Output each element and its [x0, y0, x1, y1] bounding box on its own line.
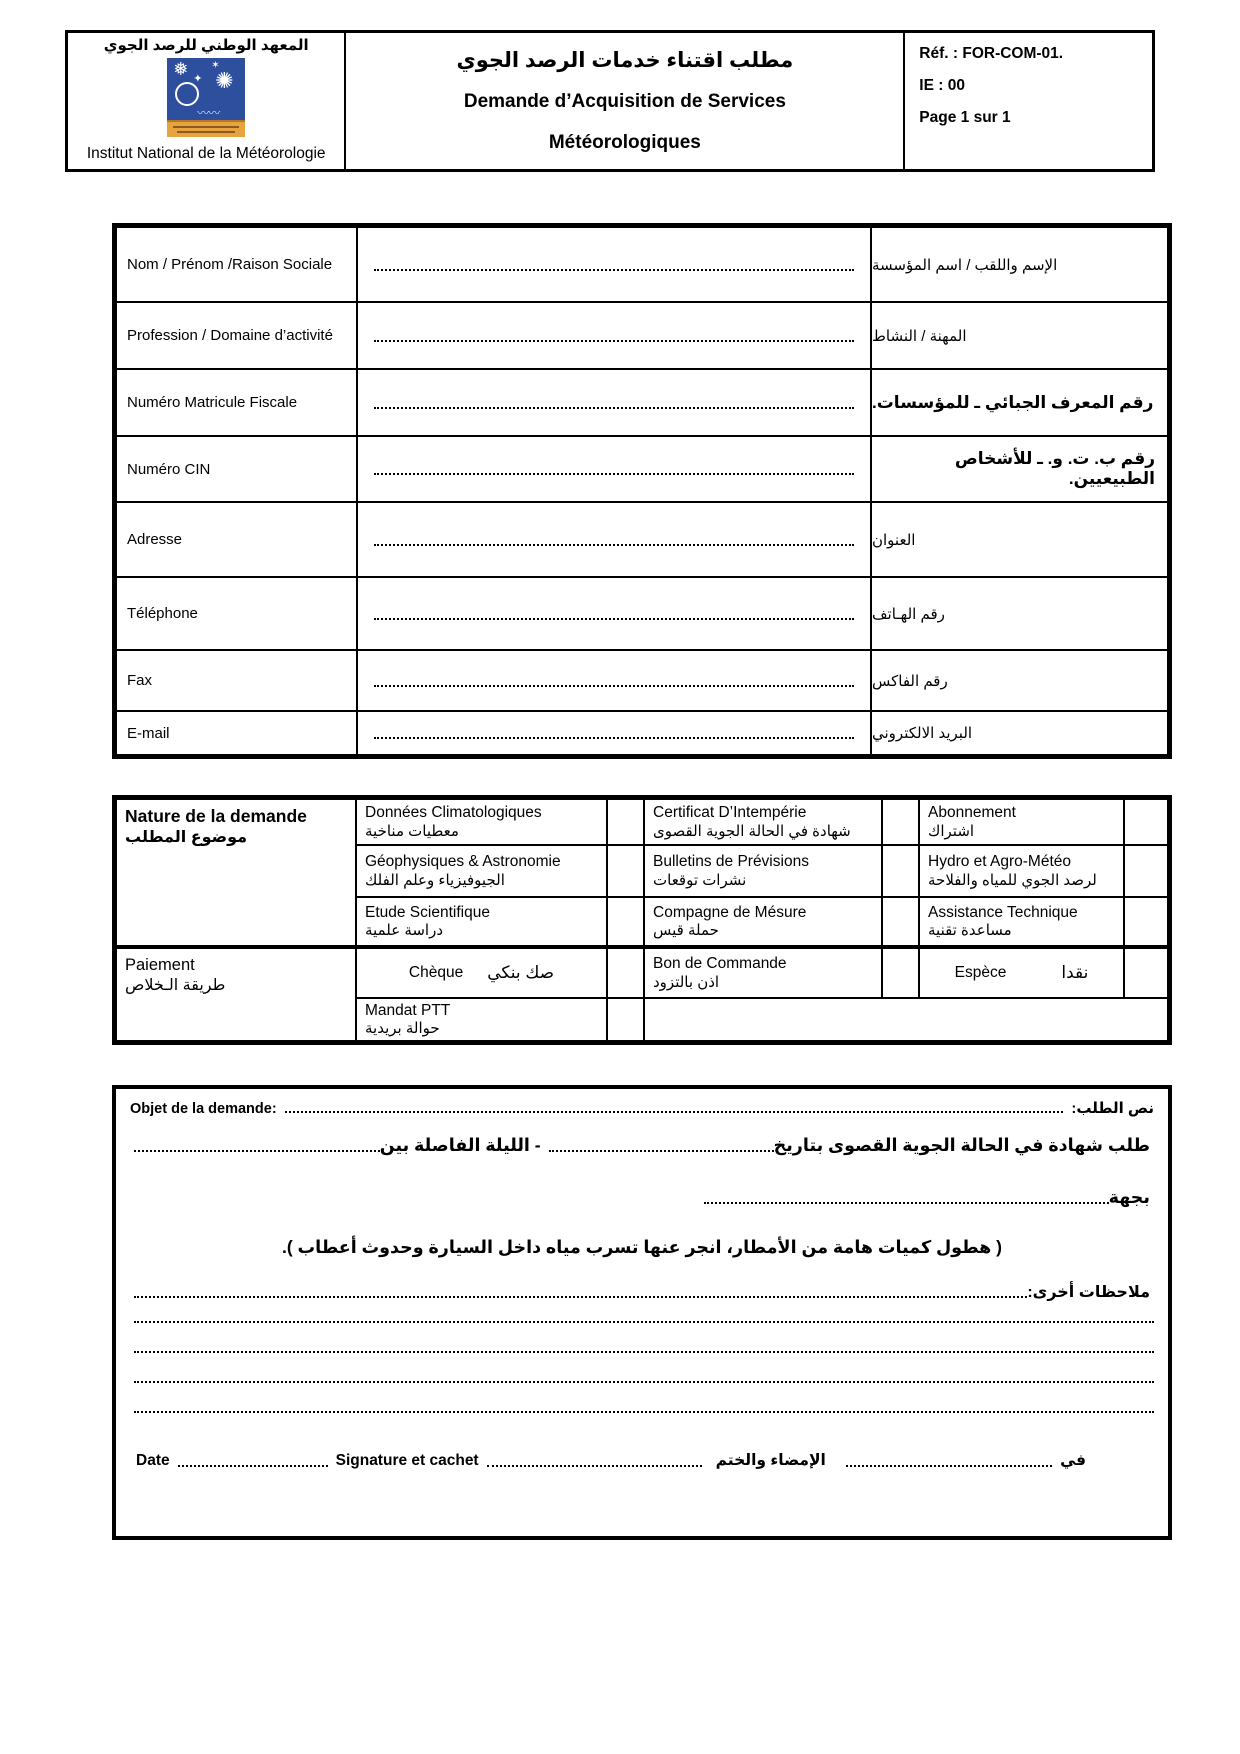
form-title-arabic: مطلب اقتناء خدمات الرصد الجوي	[456, 49, 794, 73]
label-profession: Profession / Domaine d’activité	[116, 302, 357, 369]
inm-logo	[167, 58, 245, 138]
fill-line[interactable]	[134, 1150, 380, 1152]
region-label-ar: بجهة	[1108, 1187, 1150, 1207]
label-cin-ar: رقم ب. ت. و. ـ للأشخاص الطبيعيين.	[871, 436, 1168, 502]
date-fill-line[interactable]	[178, 1465, 328, 1467]
fill-line[interactable]	[285, 1111, 1064, 1113]
star-icon: ✦	[193, 73, 203, 85]
field-matricule[interactable]	[357, 369, 871, 436]
checkbox-certificat[interactable]	[882, 799, 919, 845]
signature-label-ar: الإمضاء والختم	[715, 1452, 826, 1469]
empty-cell	[644, 998, 1168, 1041]
checkbox-bon-commande[interactable]	[882, 946, 919, 998]
objet-label-ar: نص الطلب:	[1071, 1100, 1154, 1117]
field-email[interactable]	[357, 711, 871, 755]
paiement-header-fr: Paiement	[125, 956, 195, 974]
option-geophysique: Géophysiques & Astronomie الجيوفيزياء وعلم الفلك	[356, 845, 607, 897]
star-icon: ✶	[211, 60, 220, 71]
checkbox-abonnement[interactable]	[1124, 799, 1168, 845]
region-line	[116, 1187, 1168, 1208]
label-email-ar: البريد الالكتروني	[871, 711, 1168, 755]
snowflake-icon: ❅	[173, 59, 189, 79]
option-bulletins: Bulletins de Prévisions نشرات توقعات	[644, 845, 882, 897]
checkbox-compagne[interactable]	[882, 897, 919, 946]
objet-label-line	[116, 1099, 1168, 1117]
nature-header-cell	[116, 799, 356, 946]
option-etude: Etude Scientifique دراسة علمية	[356, 897, 607, 946]
label-telephone-ar: رقم الهـاتف	[871, 577, 1168, 650]
checkbox-geophysique[interactable]	[607, 845, 644, 897]
option-espece: Espèce نقدا	[919, 946, 1124, 998]
reference-cell	[905, 33, 1152, 169]
reference-number: Réf. : FOR-COM-01.	[919, 45, 1064, 62]
title-cell	[346, 33, 905, 169]
at-label-ar: في	[1060, 1452, 1086, 1469]
option-hydro: Hydro et Agro-Météo لرصد الجوي للمياه والفلاحة	[919, 845, 1124, 897]
fill-line[interactable]	[704, 1202, 1109, 1204]
label-fax-ar: رقم الفاكس	[871, 650, 1168, 711]
option-cheque: Chèque صك بنكي	[356, 946, 607, 998]
checkbox-espece[interactable]	[1124, 946, 1168, 998]
fill-line[interactable]	[374, 269, 854, 271]
label-nom-ar: الإسم واللقب / اسم المؤسسة	[871, 227, 1168, 302]
details-line	[116, 1237, 1168, 1258]
label-profession-ar: المهنة / النشاط	[871, 302, 1168, 369]
label-adresse: Adresse	[116, 502, 357, 577]
waves-icon: 〰〰	[197, 106, 220, 120]
remarks-label-ar: ملاحظات أخرى:	[1027, 1284, 1150, 1301]
label-cin: Numéro CIN	[116, 436, 357, 502]
objet-demande-box	[112, 1085, 1172, 1540]
label-email: E-mail	[116, 711, 357, 755]
fill-line[interactable]	[374, 737, 854, 739]
nature-demande-table	[112, 795, 1172, 1045]
request-text-part2: - الليلة الفاصلة بين	[379, 1135, 541, 1155]
page-count: Page 1 sur 1	[919, 109, 1011, 126]
fill-line[interactable]	[374, 473, 854, 475]
fill-line[interactable]	[134, 1321, 1154, 1323]
logo-emblem	[167, 58, 245, 120]
applicant-info-table	[112, 223, 1172, 759]
checkbox-bulletins[interactable]	[882, 845, 919, 897]
date-signature-line	[116, 1451, 1168, 1470]
option-mandat: Mandat PTT حوالة بريدية	[356, 998, 607, 1041]
fill-line[interactable]	[374, 685, 854, 687]
details-text-ar: ( هطول كميات هامة من الأمطار، انجر عنها تسرب مياه داخل السيارة وحدوث أعطاب ).	[281, 1237, 1003, 1257]
label-matricule: Numéro Matricule Fiscale	[116, 369, 357, 436]
fill-line[interactable]	[374, 544, 854, 546]
fill-line[interactable]	[374, 618, 854, 620]
form-title-french-2: Météorologiques	[548, 131, 701, 153]
nature-header-ar: موضوع المطلب	[125, 828, 248, 846]
signature-fill-line[interactable]	[487, 1465, 702, 1467]
fill-line[interactable]	[134, 1351, 1154, 1353]
form-header	[65, 30, 1155, 172]
fill-line[interactable]	[134, 1381, 1154, 1383]
field-adresse[interactable]	[357, 502, 871, 577]
label-fax: Fax	[116, 650, 357, 711]
request-text-line	[116, 1135, 1168, 1156]
field-nom[interactable]	[357, 227, 871, 302]
paiement-header-ar: طريقة الـخلاص	[125, 976, 226, 994]
field-cin[interactable]	[357, 436, 871, 502]
option-certificat: Certificat D’Intempérie شهادة في الحالة الجوية القصوى	[644, 799, 882, 845]
logo-cell	[68, 33, 346, 169]
option-abonnement: Abonnement اشتراك	[919, 799, 1124, 845]
checkbox-donnees[interactable]	[607, 799, 644, 845]
org-name-arabic: المعهد الوطني للرصد الجوي	[103, 37, 309, 54]
field-telephone[interactable]	[357, 577, 871, 650]
label-adresse-ar: العنوان	[871, 502, 1168, 577]
edition-index: IE : 00	[919, 77, 965, 94]
option-assistance: Assistance Technique مساعدة تقنية	[919, 897, 1124, 946]
date-label: Date	[136, 1452, 170, 1469]
request-text-part1: طلب شهادة في الحالة الجوية القصوى بتاريخ	[773, 1135, 1150, 1155]
option-donnees: Données Climatologiques معطيات مناخية	[356, 799, 607, 845]
fill-line[interactable]	[134, 1411, 1154, 1413]
org-name-french: Institut National de la Météorologie	[86, 145, 326, 162]
option-bon-commande: Bon de Commande اذن بالتزود	[644, 946, 882, 998]
fill-line[interactable]	[549, 1150, 774, 1152]
fill-line[interactable]	[134, 1296, 1027, 1298]
checkbox-assistance[interactable]	[1124, 897, 1168, 946]
signature-label: Signature et cachet	[335, 1452, 479, 1469]
label-matricule-ar: رقم المعرف الجبائي ـ للمؤسسات.	[871, 369, 1168, 436]
fill-line[interactable]	[374, 407, 854, 409]
paiement-header-cell	[116, 946, 356, 1041]
field-profession[interactable]	[357, 302, 871, 369]
option-compagne: Compagne de Mésure حملة قيس	[644, 897, 882, 946]
sun-icon: ✺	[215, 68, 234, 93]
checkbox-hydro[interactable]	[1124, 845, 1168, 897]
nature-header-fr: Nature de la demande	[125, 806, 307, 826]
form-title-french-1: Demande d’Acquisition de Services	[463, 91, 786, 113]
remarks-line	[116, 1282, 1168, 1302]
label-nom: Nom / Prénom /Raison Sociale	[116, 227, 357, 302]
globe-icon	[175, 82, 199, 106]
logo-band	[167, 120, 245, 137]
place-fill-line[interactable]	[846, 1465, 1052, 1467]
label-telephone: Téléphone	[116, 577, 357, 650]
checkbox-cheque[interactable]	[607, 946, 644, 998]
fill-line[interactable]	[374, 340, 854, 342]
objet-label-fr: Objet de la demande:	[130, 1101, 277, 1117]
field-fax[interactable]	[357, 650, 871, 711]
checkbox-etude[interactable]	[607, 897, 644, 946]
checkbox-mandat[interactable]	[607, 998, 644, 1041]
